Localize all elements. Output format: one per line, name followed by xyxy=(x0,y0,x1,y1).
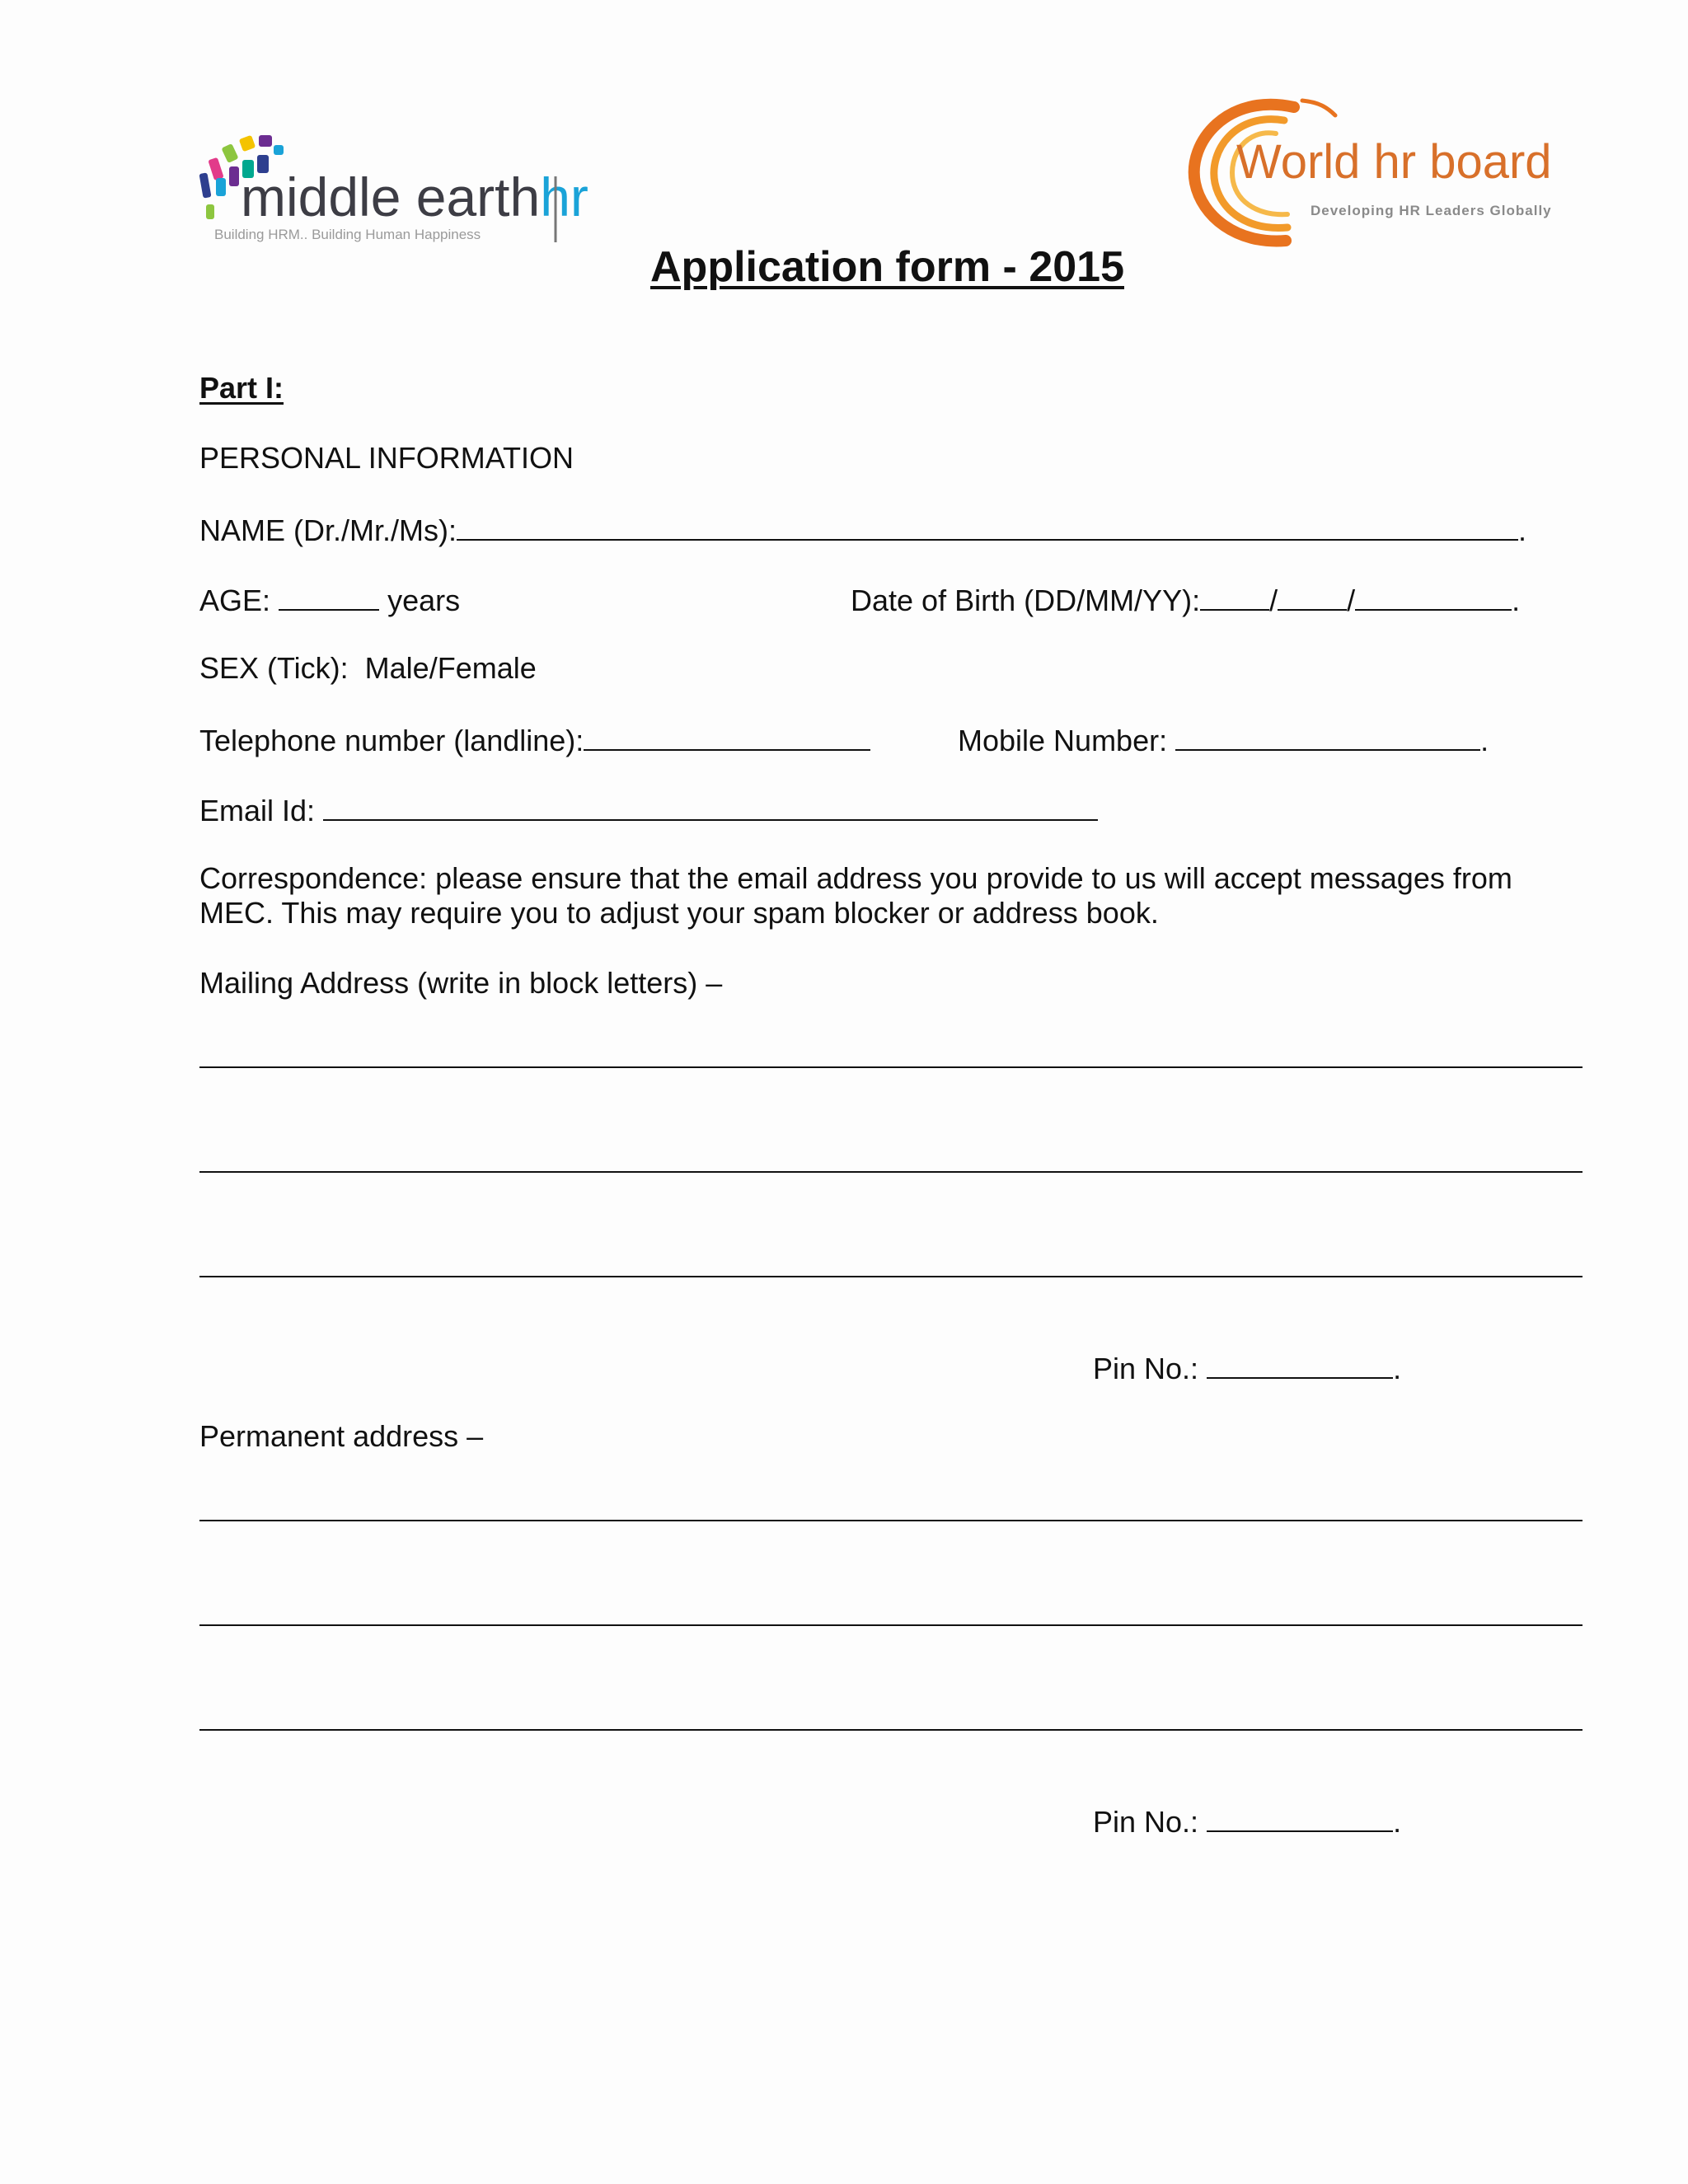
dob-row xyxy=(851,581,1520,618)
name-field[interactable] xyxy=(457,511,1518,541)
pin-period: . xyxy=(1393,1352,1402,1385)
mailing-address-line[interactable] xyxy=(199,1066,1582,1068)
mailing-address-label: Mailing Address (write in block letters) – xyxy=(199,966,723,1000)
mailing-pin-row xyxy=(1093,1349,1401,1386)
logo-left-name-accent: hr xyxy=(540,166,588,227)
email-label: Email Id: xyxy=(199,794,316,827)
name-label: NAME (Dr./Mr./Ms): xyxy=(199,513,457,547)
dob-month-field[interactable] xyxy=(1278,581,1347,611)
permanent-address-line[interactable] xyxy=(199,1520,1582,1521)
name-period: . xyxy=(1517,513,1526,547)
email-row xyxy=(199,791,1098,828)
correspondence-line-2: MEC. This may require you to adjust your spam blocker or address book. xyxy=(199,896,1159,930)
section-heading: PERSONAL INFORMATION xyxy=(199,441,574,475)
permanent-address-line[interactable] xyxy=(199,1729,1582,1731)
permanent-address-label: Permanent address – xyxy=(199,1419,484,1453)
sex-field[interactable]: SEX (Tick): Male/Female xyxy=(199,651,537,685)
logo-right-name: World hr board xyxy=(1236,135,1552,189)
age-row xyxy=(199,581,460,618)
mobile-row xyxy=(958,721,1489,758)
name-row xyxy=(199,511,1526,548)
dob-separator: / xyxy=(1347,583,1356,617)
mobile-period: . xyxy=(1480,724,1489,757)
mobile-label: Mobile Number: xyxy=(958,724,1168,757)
telephone-field[interactable] xyxy=(584,721,870,751)
dob-period: . xyxy=(1512,583,1521,617)
dob-separator: / xyxy=(1269,583,1278,617)
svg-text:middle earthhr xyxy=(241,166,588,227)
dob-year-field[interactable] xyxy=(1355,581,1512,611)
dob-day-field[interactable] xyxy=(1200,581,1269,611)
mailing-address-line[interactable] xyxy=(199,1276,1582,1277)
world-hr-board-logo xyxy=(1179,92,1558,249)
logo-left-tagline: Building HRM.. Building Human Happiness xyxy=(214,227,481,242)
dob-label: Date of Birth (DD/MM/YY): xyxy=(851,583,1201,617)
age-suffix: years xyxy=(387,583,461,617)
pin-label: Pin No.: xyxy=(1093,1805,1199,1839)
age-label: AGE: xyxy=(199,583,271,617)
telephone-label: Telephone number (landline): xyxy=(199,724,584,757)
pin-label: Pin No.: xyxy=(1093,1352,1199,1385)
pin-period: . xyxy=(1393,1805,1402,1839)
permanent-pin-row xyxy=(1093,1802,1401,1840)
part-label: Part I: xyxy=(199,371,284,405)
mobile-field[interactable] xyxy=(1175,721,1480,751)
mailing-address-line[interactable] xyxy=(199,1171,1582,1173)
permanent-address-line[interactable] xyxy=(199,1624,1582,1626)
logo-left-name: middle earth xyxy=(241,166,541,227)
age-field[interactable] xyxy=(279,581,379,611)
middle-earth-hr-logo xyxy=(199,130,588,246)
permanent-pin-field[interactable] xyxy=(1207,1802,1393,1832)
mailing-pin-field[interactable] xyxy=(1207,1349,1393,1379)
form-title: Application form - 2015 xyxy=(650,243,1124,291)
telephone-row xyxy=(199,721,870,758)
logo-right-tagline: Developing HR Leaders Globally xyxy=(1311,203,1552,218)
email-field[interactable] xyxy=(323,791,1098,821)
correspondence-line-1: Correspondence: please ensure that the email address you provide to us will accept messages from xyxy=(199,861,1512,895)
